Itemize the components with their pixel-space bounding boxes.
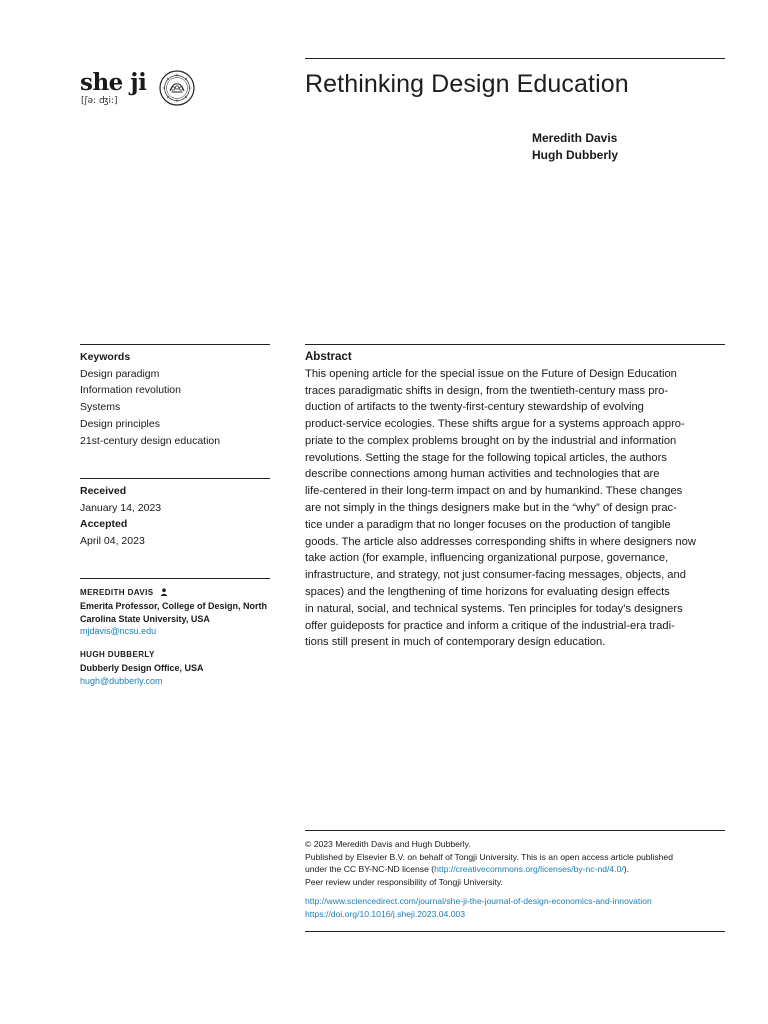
footer-top-rule: [305, 830, 725, 831]
accepted-date: April 04, 2023: [80, 535, 145, 548]
keyword-item: Information revolution: [80, 384, 181, 397]
abstract-line: offer guideposts for practice and inform a critique of the industrial-era tradi-: [305, 619, 675, 632]
abstract-line: describe connections among human activities and technologies that are: [305, 468, 660, 481]
copyright-text: © 2023 Meredith Davis and Hugh Dubberly.: [305, 839, 471, 849]
author-info-davis: [80, 586, 270, 638]
license-line: [305, 863, 725, 876]
author-email-link[interactable]: mjdavis@ncsu.edu: [80, 626, 157, 637]
received-label: Received: [80, 485, 127, 497]
author-list: [532, 130, 618, 164]
accepted-label: Accepted: [80, 518, 128, 531]
abstract-line: This opening article for the special issue on the Future of Design Education: [305, 367, 677, 380]
keywords-heading: Keywords: [80, 351, 131, 363]
peer-review-text: Peer review under responsibility of Tongji University.: [305, 877, 503, 888]
author-info-rule: [80, 578, 270, 579]
author-info-name: MEREDITH DAVIS: [80, 588, 154, 597]
abstract-line: duction of artifacts to the twenty-first-century stewardship of evolving: [305, 401, 644, 414]
publisher-text: Published by Elsevier B.V. on behalf of Tongji University. This is an open access article published: [305, 851, 673, 862]
author-affiliation: Emerita Professor, College of Design, North: [80, 600, 268, 611]
journal-logo: [80, 70, 200, 110]
dates-rule: [80, 478, 270, 479]
journal-name: she ji: [80, 69, 147, 96]
abstract-line: tions still present in much of contemporary design education.: [305, 636, 606, 649]
abstract-line: in natural, social, and technical systems. Ten principles for today’s designers: [305, 602, 683, 615]
author-info-dubberly: [80, 649, 270, 687]
author-name: Meredith Davis: [532, 131, 618, 145]
journal-pronunciation: [ʃə: ʤi:]: [81, 96, 118, 106]
received-date: January 14, 2023: [80, 501, 162, 514]
abstract-rule: [305, 344, 725, 345]
footer-bottom-rule: [305, 931, 725, 932]
abstract-line: priate to the complex problems brought on by the industrial and information: [305, 434, 677, 447]
article-footer: [305, 838, 725, 920]
author-name: Hugh Dubberly: [532, 148, 618, 162]
keywords-rule: [80, 344, 270, 345]
keyword-item: 21st-century design education: [80, 434, 221, 447]
tongji-seal-icon: [159, 70, 195, 106]
abstract-line: traces paradigmatic shifts in design, from the twentieth-century mass pro-: [305, 384, 669, 397]
abstract-line: are not simply in the things designers make but in the “why” of design prac-: [305, 502, 677, 515]
abstract-line: revolutions. Setting the stage for the following topical articles, the authors: [305, 451, 667, 464]
abstract-line: spaces) and the lengthening of time horizons for evaluating design effects: [305, 586, 670, 599]
journal-url-link[interactable]: http://www.sciencedirect.com/journal/she-ji-the-journal-of-design-economics-and-innovation: [305, 895, 652, 906]
abstract-line: infrastructure, and strategy, not just consumer-facing messages, objects, and: [305, 569, 686, 582]
license-suffix: ).: [623, 864, 629, 875]
doi-link[interactable]: https://doi.org/10.1016/j.sheji.2023.04.003: [305, 908, 466, 919]
abstract-body: [305, 366, 725, 652]
dates-section: [80, 483, 270, 550]
abstract-section: [305, 349, 725, 651]
abstract-line: life-centered in their long-term impact on and by humankind. These changes: [305, 485, 683, 498]
license-prefix: under the CC BY-NC-ND license (: [305, 864, 435, 875]
abstract-line: product-service ecologies. These shifts argue for a systems approach appro-: [305, 418, 685, 431]
keywords-section: [80, 349, 270, 449]
license-link[interactable]: http://creativecommons.org/licenses/by-nc-nd/4.0/: [434, 864, 624, 875]
abstract-line: take action (for example, influencing organizational purpose, governance,: [305, 552, 669, 565]
author-email-link[interactable]: hugh@dubberly.com: [80, 675, 163, 686]
keyword-list: [80, 366, 270, 450]
abstract-heading: Abstract: [305, 351, 352, 363]
author-affiliation: Dubberly Design Office, USA: [80, 662, 204, 673]
keyword-item: Design principles: [80, 417, 160, 430]
author-info-name: HUGH DUBBERLY: [80, 650, 155, 659]
abstract-line: goods. The article also addresses corresponding shifts in where designers now: [305, 535, 696, 548]
author-affiliation: Carolina State University, USA: [80, 613, 210, 624]
article-title: Rethinking Design Education: [305, 70, 629, 98]
title-top-rule: [305, 58, 725, 59]
abstract-line: tice under a paradigm that no longer focuses on the production of tangible: [305, 518, 671, 531]
person-icon: [160, 588, 168, 596]
keyword-item: Systems: [80, 401, 121, 414]
keyword-item: Design paradigm: [80, 367, 160, 380]
